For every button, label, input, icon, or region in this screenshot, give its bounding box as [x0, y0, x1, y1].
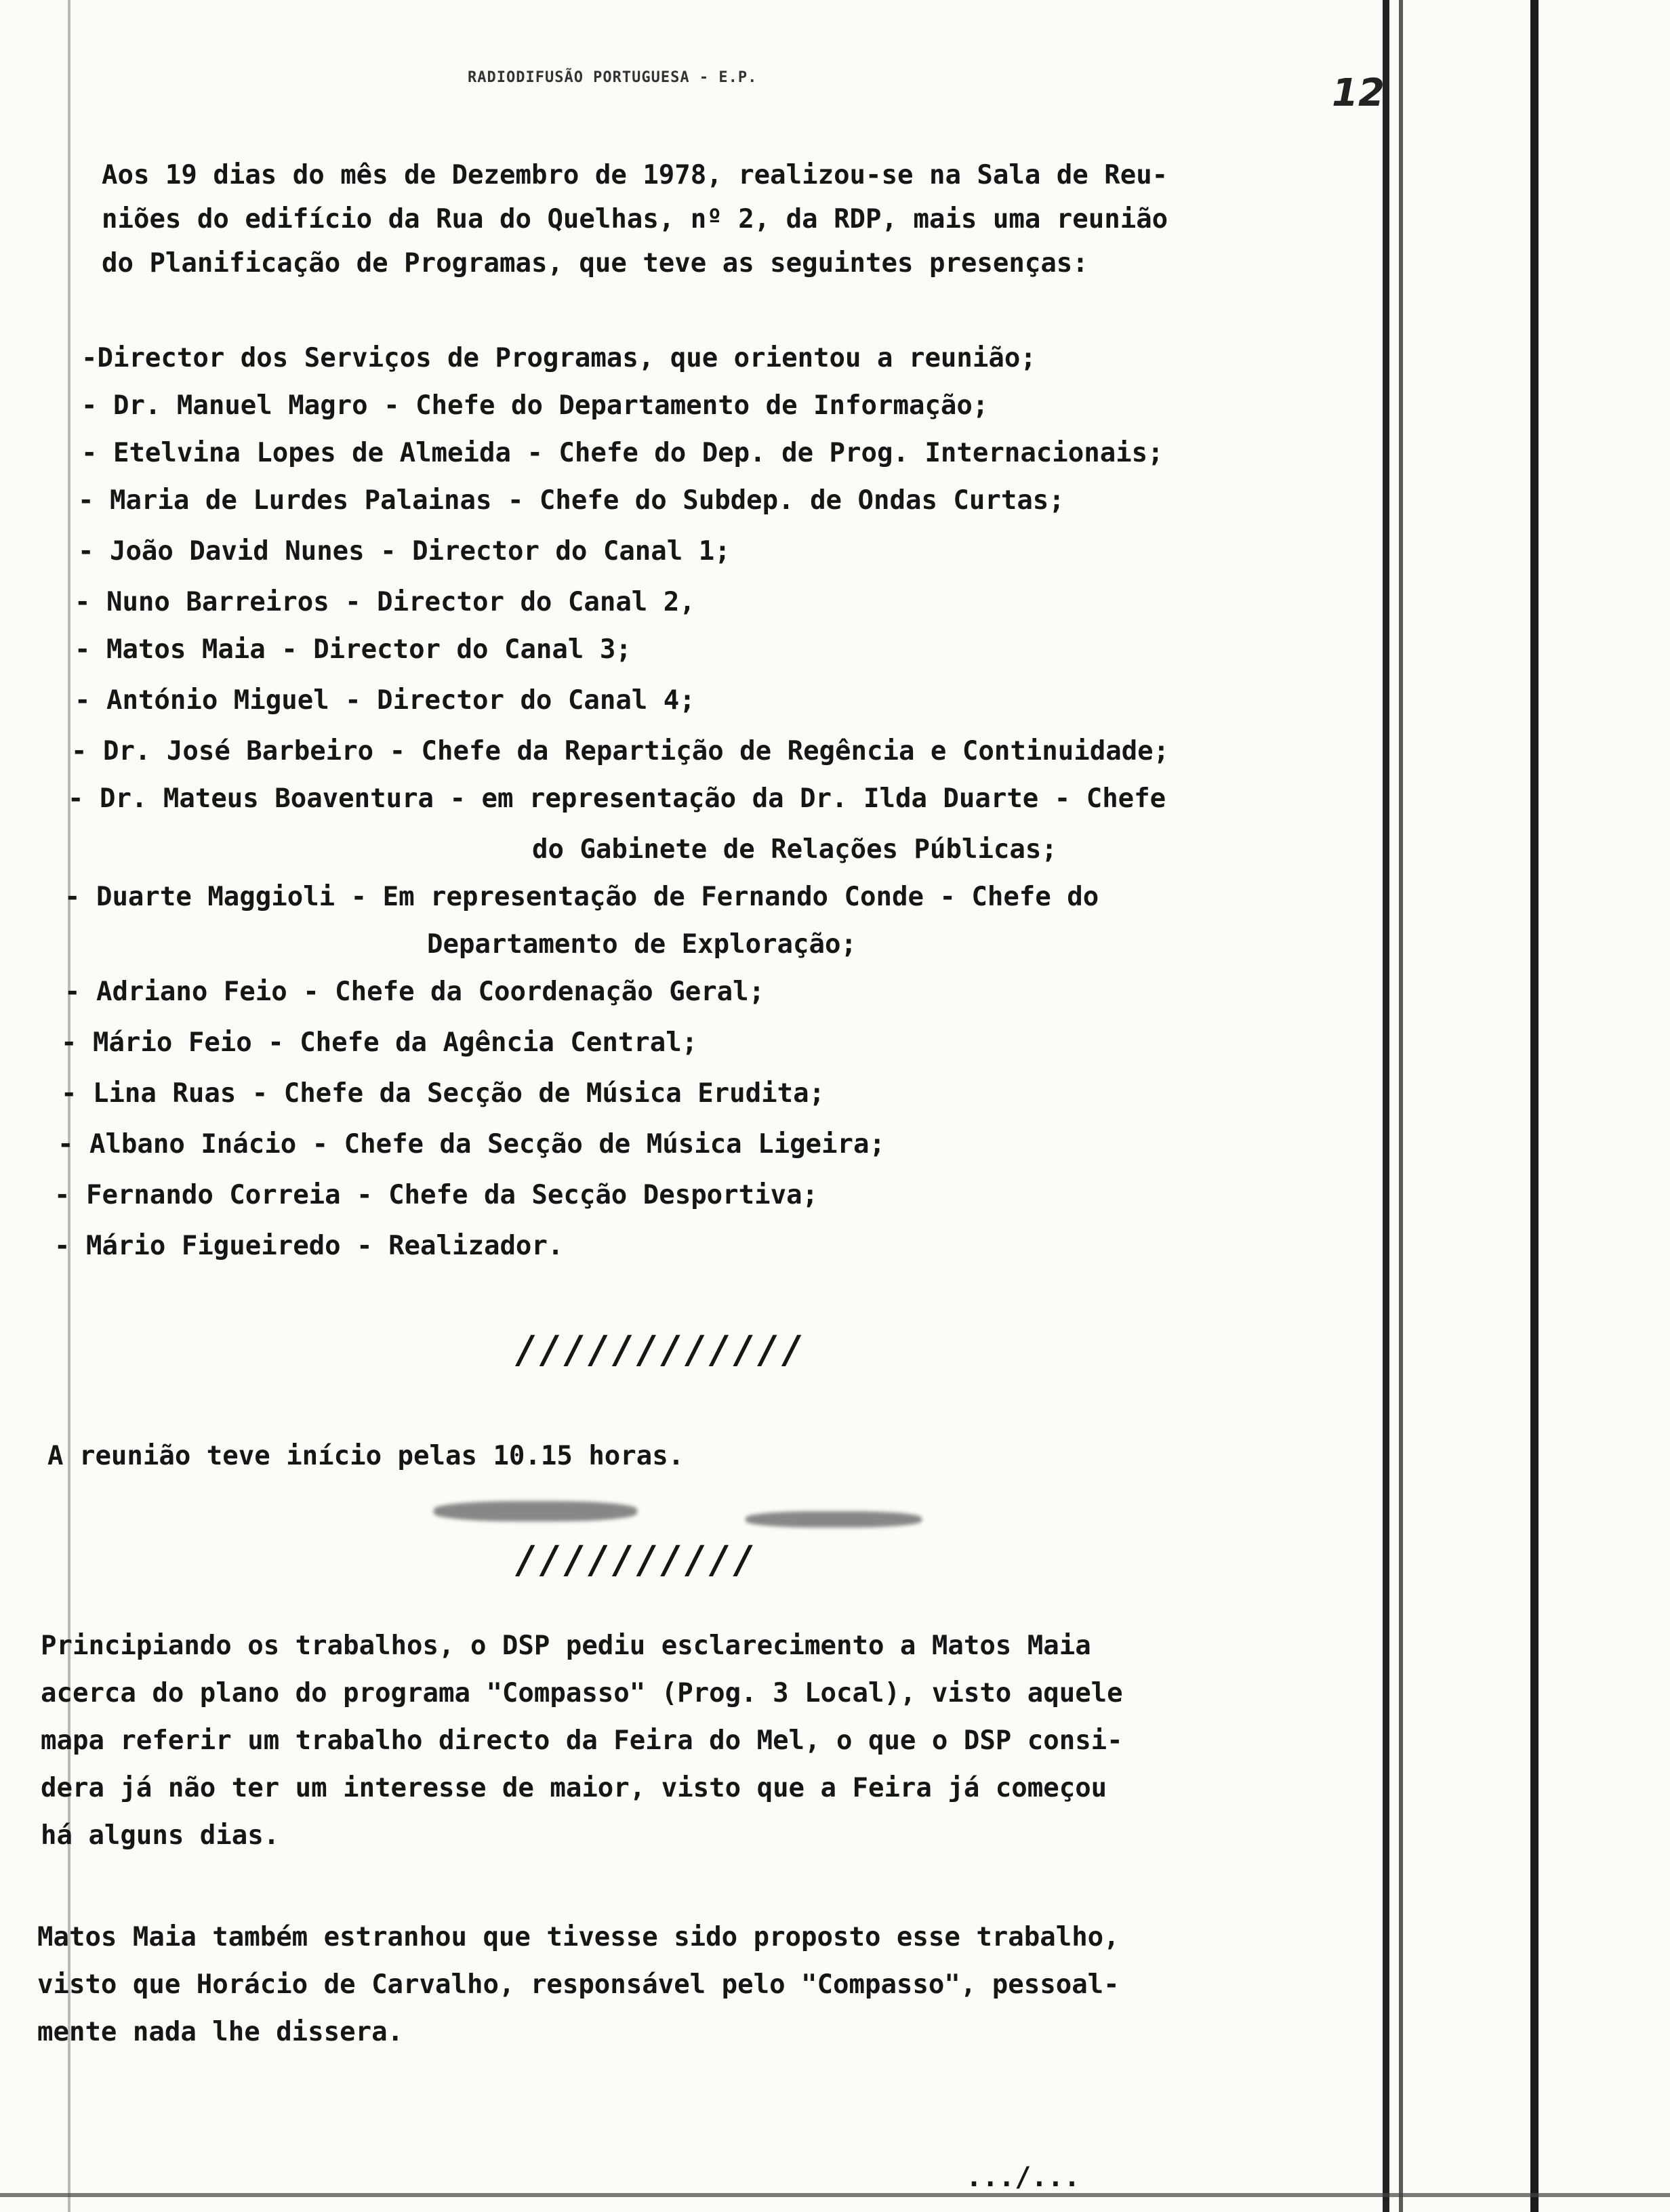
attendee-line: - Maria de Lurdes Palainas - Chefe do Subdep. de Ondas Curtas;: [78, 485, 1065, 516]
attendee-line: - Nuno Barreiros - Director do Canal 2,: [75, 587, 695, 617]
continuation-mark: .../...: [966, 2162, 1080, 2193]
paragraph-1-line: dera já não ter um interesse de maior, visto que a Feira já começou: [41, 1773, 1107, 1803]
attendee-line: - Mário Feio - Chefe da Agência Central;: [61, 1027, 698, 1058]
paragraph-2-line: mente nada lhe dissera.: [37, 2017, 404, 2047]
intro-line-2: niões do edifício da Rua do Quelhas, nº 2, da RDP, mais uma reunião: [102, 204, 1168, 234]
attendee-line: - João David Nunes - Director do Canal 1;: [78, 536, 731, 567]
intro-line-3: do Planificação de Programas, que teve as seguintes presenças:: [102, 248, 1088, 279]
attendee-line-continuation: do Gabinete de Relações Públicas;: [532, 834, 1057, 865]
scan-far-right-edge: [1530, 0, 1539, 2212]
attendee-line: -Director dos Serviços de Programas, que orientou a reunião;: [81, 343, 1036, 373]
paragraph-1-line: mapa referir um trabalho directo da Feira do Mel, o que o DSP consi-: [41, 1725, 1123, 1756]
attendee-line: - Matos Maia - Director do Canal 3;: [75, 634, 632, 665]
paragraph-1-line: Principiando os trabalhos, o DSP pediu esclarecimento a Matos Maia: [41, 1631, 1091, 1661]
letterhead: RADIODIFUSÃO PORTUGUESA - E.P.: [468, 69, 758, 86]
attendee-line: - Fernando Correia - Chefe da Secção Desportiva;: [54, 1180, 819, 1210]
attendee-line: - António Miguel - Director do Canal 4;: [75, 685, 695, 716]
ink-smudge: [746, 1511, 922, 1528]
attendee-line-continuation: Departamento de Exploração;: [427, 929, 857, 960]
attendee-line: - Albano Inácio - Chefe da Secção de Música Ligeira;: [58, 1129, 885, 1160]
attendee-line: - Etelvina Lopes de Almeida - Chefe do Dep. de Prog. Internacionais;: [81, 438, 1164, 468]
scan-right-edge: [1383, 0, 1389, 2212]
intro-line-1: Aos 19 dias do mês de Dezembro de 1978, realizou-se na Sala de Reu-: [102, 160, 1168, 190]
separator-marks: //////////: [515, 1538, 758, 1582]
meeting-start-line: A reunião teve início pelas 10.15 horas.: [47, 1441, 685, 1471]
attendee-line: - Mário Figueiredo - Realizador.: [54, 1231, 564, 1261]
paragraph-1-line: há alguns dias.: [41, 1820, 280, 1851]
scan-bottom-edge: [0, 2193, 1670, 2197]
attendee-line: - Dr. José Barbeiro - Chefe da Repartição de Regência e Continuidade;: [71, 736, 1170, 766]
paragraph-1-line: acerca do plano do programa "Compasso" (Prog. 3 Local), visto aquele: [41, 1678, 1123, 1708]
attendee-line: - Duarte Maggioli - Em representação de Fernando Conde - Chefe do: [64, 882, 1099, 912]
attendee-line: - Dr. Mateus Boaventura - em representação da Dr. Ilda Duarte - Chefe: [68, 783, 1166, 814]
attendee-line: - Adriano Feio - Chefe da Coordenação Geral;: [64, 977, 765, 1007]
page-number: 12: [1332, 71, 1385, 115]
scan-right-edge-inner: [1399, 0, 1403, 2212]
attendee-line: - Dr. Manuel Magro - Chefe do Departamento de Informação;: [81, 390, 989, 421]
paragraph-2-line: visto que Horácio de Carvalho, responsável pelo "Compasso", pessoal-: [37, 1969, 1120, 2000]
paragraph-2-line: Matos Maia também estranhou que tivesse sido proposto esse trabalho,: [37, 1922, 1120, 1952]
separator-marks: ////////////: [515, 1328, 806, 1372]
ink-smudge: [434, 1501, 637, 1521]
attendee-line: - Lina Ruas - Chefe da Secção de Música Erudita;: [61, 1078, 826, 1109]
